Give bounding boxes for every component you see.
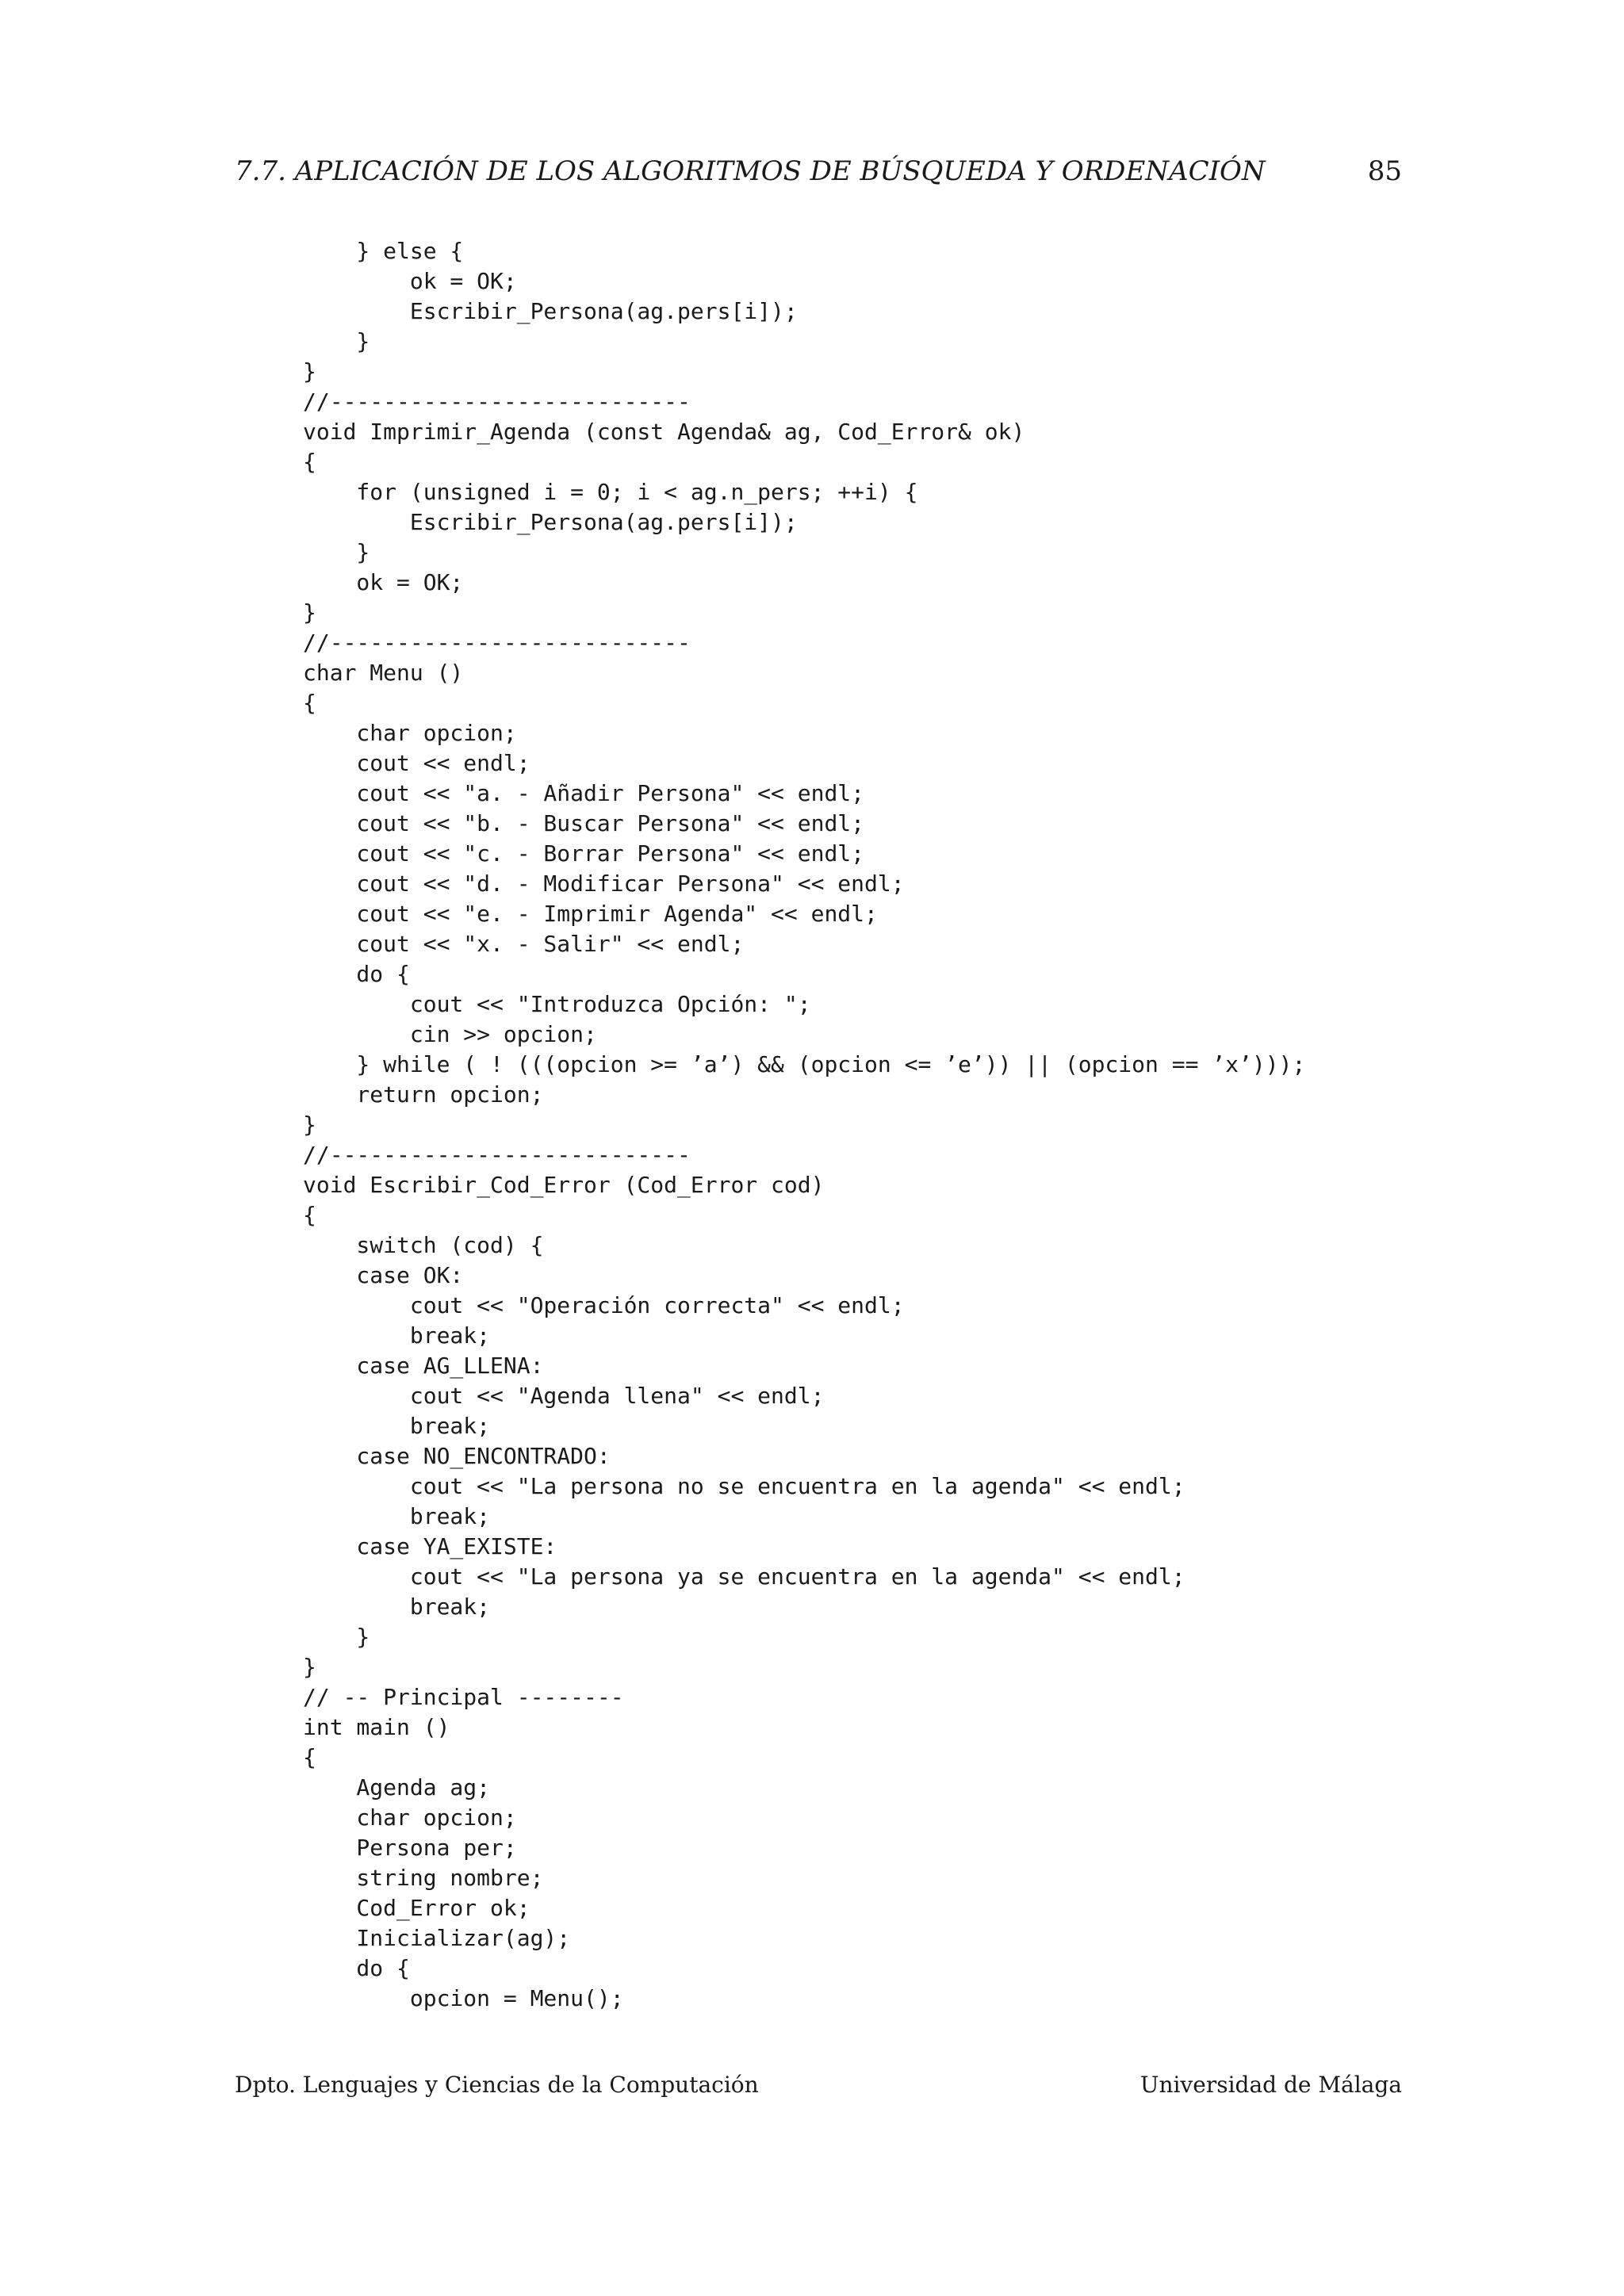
code-line: cout << "La persona ya se encuentra en la agenda" << endl;: [303, 1563, 1185, 1590]
code-line: {: [303, 690, 316, 716]
code-line: cout << "d. - Modificar Persona" << endl;: [303, 871, 905, 897]
footer-university: Universidad de Málaga: [1139, 2072, 1402, 2098]
code-line: //---------------------------: [303, 388, 691, 415]
code-line: cout << "e. - Imprimir Agenda" << endl;: [303, 901, 878, 927]
code-line: void Escribir_Cod_Error (Cod_Error cod): [303, 1172, 825, 1198]
code-line: ok = OK;: [303, 569, 464, 595]
code-line: }: [303, 1624, 370, 1650]
code-line: //---------------------------: [303, 1142, 691, 1168]
code-line: cout << "Agenda llena" << endl;: [303, 1383, 825, 1409]
code-line: int main (): [303, 1714, 450, 1740]
code-line: break;: [303, 1413, 491, 1439]
code-line: char opcion;: [303, 720, 517, 746]
code-line: case AG_LLENA:: [303, 1353, 544, 1379]
code-line: cin >> opcion;: [303, 1021, 597, 1047]
code-line: do {: [303, 961, 410, 987]
code-line: string nombre;: [303, 1865, 544, 1891]
code-line: }: [303, 358, 316, 385]
code-line: switch (cod) {: [303, 1232, 544, 1258]
footer-department: Dpto. Lenguajes y Ciencias de la Computación: [235, 2072, 759, 2098]
code-line: //---------------------------: [303, 629, 691, 656]
code-line: char opcion;: [303, 1804, 517, 1831]
code-line: break;: [303, 1322, 491, 1349]
code-line: case OK:: [303, 1262, 464, 1288]
code-line: case YA_EXISTE:: [303, 1533, 557, 1559]
code-line: }: [303, 1654, 316, 1680]
running-footer: [235, 2072, 1402, 2103]
page-number: 85: [1367, 155, 1402, 187]
code-line: cout << "x. - Salir" << endl;: [303, 931, 745, 957]
code-line: opcion = Menu();: [303, 1985, 624, 2011]
code-line: case NO_ENCONTRADO:: [303, 1443, 611, 1469]
code-line: cout << "Operación correcta" << endl;: [303, 1292, 905, 1318]
code-line: Agenda ag;: [303, 1774, 491, 1800]
code-line: }: [303, 599, 316, 626]
code-line: ok = OK;: [303, 268, 517, 294]
code-line: void Imprimir_Agenda (const Agenda& ag, Cod_Error& ok): [303, 419, 1025, 445]
code-line: // -- Principal --------: [303, 1684, 624, 1710]
section-title: 7.7. APLICACIÓN DE LOS ALGORITMOS DE BÚSQUEDA Y ORDENACIÓN: [235, 155, 1266, 187]
code-line: char Menu (): [303, 660, 464, 686]
code-line: cout << "b. - Buscar Persona" << endl;: [303, 810, 865, 836]
code-line: {: [303, 1202, 316, 1228]
code-line: cout << "Introduzca Opción: ";: [303, 991, 811, 1017]
code-line: break;: [303, 1503, 491, 1529]
code-line: return opcion;: [303, 1081, 544, 1108]
code-line: do {: [303, 1955, 410, 1981]
code-line: Escribir_Persona(ag.pers[i]);: [303, 298, 798, 324]
code-line: {: [303, 1744, 316, 1770]
code-line: Persona per;: [303, 1835, 517, 1861]
running-header: [235, 155, 1402, 195]
code-line: Cod_Error ok;: [303, 1895, 530, 1921]
code-line: cout << "c. - Borrar Persona" << endl;: [303, 840, 865, 867]
code-line: for (unsigned i = 0; i < ag.n_pers; ++i) {: [303, 479, 918, 505]
code-line: Inicializar(ag);: [303, 1925, 571, 1951]
code-line: break;: [303, 1594, 491, 1620]
code-line: cout << "a. - Añadir Persona" << endl;: [303, 780, 865, 806]
code-line: {: [303, 449, 316, 475]
code-line: }: [303, 1112, 316, 1138]
code-line: Escribir_Persona(ag.pers[i]);: [303, 509, 798, 535]
code-line: }: [303, 328, 370, 354]
code-line: cout << "La persona no se encuentra en la agenda" << endl;: [303, 1473, 1185, 1499]
code-line: } while ( ! (((opcion >= ’a’) && (opcion <= ’e’)) || (opcion == ’x’)));: [303, 1051, 1306, 1077]
code-listing: [303, 236, 1305, 2014]
code-line: } else {: [303, 238, 464, 264]
code-line: cout << endl;: [303, 750, 530, 776]
code-line: }: [303, 539, 370, 565]
